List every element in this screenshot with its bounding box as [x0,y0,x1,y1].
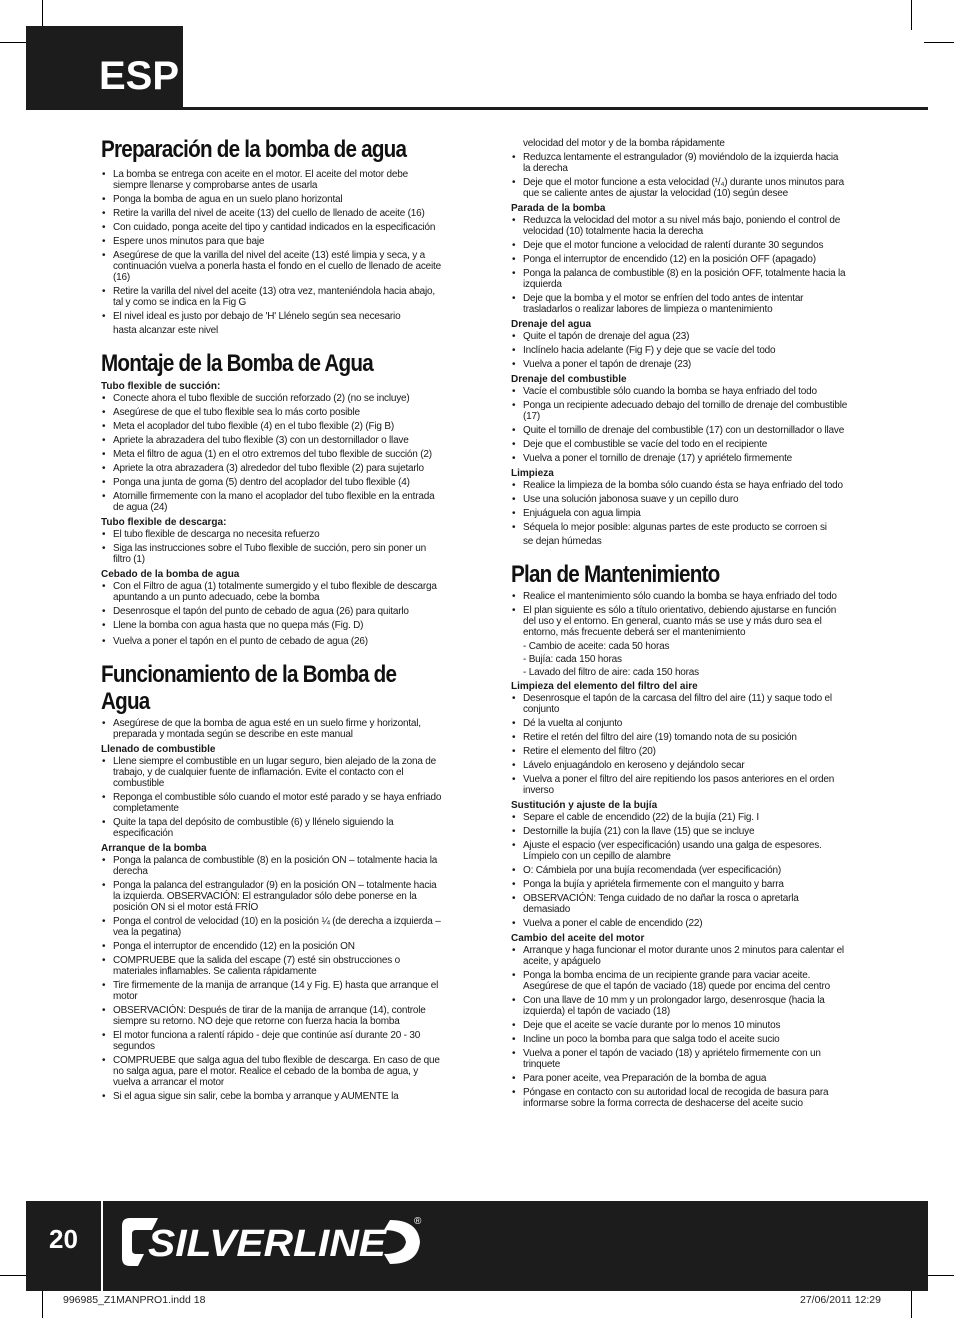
list-item: • Retire la varilla del nivel de aceite (13) del cuello de llenado de aceite (16) [101,208,443,219]
bullet-list [101,718,443,740]
subheading: Drenaje del combustible [511,374,627,385]
silverline-logo [118,1212,428,1272]
bullet-list [511,386,848,464]
list-item: • Desenrosque el tapón del punto de cebado de agua (26) para quitarlo [101,606,443,617]
subheading: Cambio del aceite del motor [511,933,645,944]
section-title: Plan de Mantenimiento [511,561,720,588]
list-item-continued: velocidad del motor y de la bomba rápidamente [523,138,725,149]
list-item: • Deje que el motor funcione a velocidad de ralentí durante 30 segundos [511,240,848,251]
list-item: • Llene siempre el combustible en un lugar seguro, bien alejado de la zona de trabajo, y de cualquier fuente de inflamación. Evite el contacto con el combustible [101,756,443,789]
list-item: • Deje que la bomba y el motor se enfríen del todo antes de intentar trasladarlos o realizar labores de limpieza o mantenimiento [511,293,848,315]
bullet-list [101,581,443,647]
bullet-list [511,591,848,678]
subheading: Arranque de la bomba [101,843,207,854]
crop-mark [42,1288,43,1318]
list-item: • Inclínelo hacia adelante (Fig F) y deje que se vacíe del todo [511,345,848,356]
list-item: • El plan siguiente es sólo a título orientativo, debiendo ajustarse en función del uso y el entorno. En general, cuanto más se use y más duro sea el entorno, más frecuente deberá ser el mantenimiento [511,605,848,638]
list-item: • Siga las instrucciones sobre el Tubo flexible de succión, pero sin poner un filtro (1) [101,543,443,565]
list-item: • Espere unos minutos para que baje [101,236,443,247]
list-item: • Vuelva a poner el tapón de drenaje (23) [511,359,848,370]
schedule-item: - Bujía: cada 150 horas [523,654,622,665]
page-number: 20 [49,1224,78,1254]
list-item: • Arranque y haga funcionar el motor durante unos 2 minutos para calentar el aceite, y apáguelo [511,945,848,967]
list-item: • Realice el mantenimiento sólo cuando la bomba se haya enfriado del todo [511,591,848,602]
list-item: • Para poner aceite, vea Preparación de la bomba de agua [511,1073,848,1084]
list-item: • Ponga la palanca de combustible (8) en la posición ON – totalmente hacia la derecha [101,855,443,877]
list-item: • Reduzca lentamente el estrangulador (9) moviéndolo de la izquierda hacia la derecha [511,152,848,174]
list-item: • Separe el cable de encendido (22) de la bujía (21) Fig. I [511,812,848,823]
list-item: • Asegúrese de que el tubo flexible sea lo más corto posible [101,407,443,418]
list-item: • Asegúrese de que la bomba de agua esté en un suelo firme y horizontal, preparada y montada según se describe en este manual [101,718,443,740]
list-item: • El tubo flexible de descarga no necesita refuerzo [101,529,443,540]
list-item: • Si el agua sigue sin salir, cebe la bomba y arranque y AUMENTE la [101,1091,443,1102]
subheading: Tubo flexible de descarga: [101,517,227,528]
bullet-list [101,393,443,513]
bullet-list [101,855,443,1102]
list-item-continued: hasta alcanzar este nivel [113,325,219,336]
list-item: • Ponga la bujía y apriétela firmemente con el manguito y barra [511,879,848,890]
bullet-list [101,756,443,839]
list-item: • Ponga un recipiente adecuado debajo del tornillo de drenaje del combustible (17) [511,400,848,422]
list-item: • Ponga el interruptor de encendido (12) en la posición ON [101,941,443,952]
right-column [511,138,848,1121]
list-item: • Quite la tapa del depósito de combustible (6) y llénelo siguiendo la especificación [101,817,443,839]
list-item: • Ponga el interruptor de encendido (12) en la posición OFF (apagado) [511,254,848,265]
bullet-list [101,529,443,565]
section-title: Funcionamiento de la Bomba de Agua [101,661,397,715]
date-info: 27/06/2011 12:29 [800,1294,881,1306]
subheading: Tubo flexible de succión: [101,381,221,392]
list-item: • Realice la limpieza de la bomba sólo cuando ésta se haya enfriado del todo [511,480,848,491]
list-item: • Vuelva a poner el tornillo de drenaje (17) y apriételo firmemente [511,453,848,464]
list-item: • O: Cámbiela por una bujía recomendada (ver especificación) [511,865,848,876]
list-item: • Con cuidado, ponga aceite del tipo y cantidad indicados en la especificación [101,222,443,233]
list-item: • Retire el retén del filtro del aire (19) tomando nota de su posición [511,732,848,743]
section-funcionamiento [101,661,443,1102]
crop-mark [924,1275,954,1276]
list-item: • Reponga el combustible sólo cuando el motor esté parado y se haya enfriado completamente [101,792,443,814]
footer-divider [101,1201,103,1291]
list-item: • Quite el tapón de drenaje del agua (23) [511,331,848,342]
section-plan-mantenimiento [511,561,848,1109]
list-item: • OBSERVACIÓN: Tenga cuidado de no dañar la rosca o apretarla demasiado [511,893,848,915]
list-item: • Asegúrese de que la varilla del nivel del aceite (13) esté limpia y seca, y a continuación vuelva a ponerla hasta el fondo en el cuello de llenado de aceite (16) [101,250,443,283]
bullet-list [511,812,848,929]
list-item: • Deje que el aceite se vacíe durante por lo menos 10 minutos [511,1020,848,1031]
bullet-list [511,215,848,315]
schedule-item: - Lavado del filtro de aire: cada 150 horas [523,667,699,678]
list-item: • El nivel ideal es justo por debajo de 'H' Llénelo según sea necesario [101,311,443,322]
list-item: • Ponga la bomba encima de un recipiente grande para vaciar aceite. Asegúrese de que el tapón de vaciado (18) quede por encima del centro [511,970,848,992]
section-preparacion [101,136,443,336]
list-item: • Ponga la bomba de agua en un suelo plano horizontal [101,194,443,205]
subheading: Llenado de combustible [101,744,216,755]
list-item: • Apriete la otra abrazadera (3) alrededor del tubo flexible (2) para sujetarlo [101,463,443,474]
subheading: Sustitución y ajuste de la bujía [511,800,658,811]
list-item: • Ajuste el espacio (ver especificación) usando una galga de espesores. Límpielo con un cepillo de alambre [511,840,848,862]
bullet-list [511,480,848,533]
crop-mark [911,1288,912,1318]
list-item: • Tire firmemente de la manija de arranque (14 y Fig. E) hasta que arranque el motor [101,980,443,1002]
section-title: Montaje de la Bomba de Agua [101,350,373,377]
list-item: • COMPRUEBE que la salida del escape (7) esté sin obstrucciones o materiales inflamables. Se calienta rápidamente [101,955,443,977]
list-item: • COMPRUEBE que salga agua del tubo flexible de descarga. En caso de que no salga agua, pare el motor. Realice el cebado de la bomba de agua, y vuelva a arrancar el motor [101,1055,443,1088]
list-item: • Con una llave de 10 mm y un prolongador largo, desenrosque (hacia la izquierda) el tapón de vaciado (18) [511,995,848,1017]
list-item: • Retire el elemento del filtro (20) [511,746,848,757]
list-item: • Deje que el combustible se vacíe del todo en el recipiente [511,439,848,450]
list-item: • Ponga el control de velocidad (10) en la posición ¼ (de derecha a izquierda – vea la pegatina) [101,916,443,938]
list-item: • Use una solución jabonosa suave y un cepillo duro [511,494,848,505]
list-item: • Retire la varilla del nivel del aceite (13) otra vez, manteniéndola hacia abajo, tal y como se indica en la Fig G [101,286,443,308]
list-item: • Dé la vuelta al conjunto [511,718,848,729]
list-item: • Vacíe el combustible sólo cuando la bomba se haya enfriado del todo [511,386,848,397]
list-item: • Póngase en contacto con su autoridad local de recogida de basura para informarse sobre la forma correcta de deshacerse del aceite sucio [511,1087,848,1109]
header-rule [183,107,928,110]
list-item: • Ponga una junta de goma (5) dentro del acoplador del tubo flexible (4) [101,477,443,488]
list-item: • Atornille firmemente con la mano el acoplador del tubo flexible en la entrada de agua (24) [101,491,443,513]
list-item: • Deje que el motor funcione a esta velocidad (¹/₄) durante unos minutos para que se caliente antes de ajustar la velocidad (10) según desee [511,177,848,199]
bullet-list [511,693,848,796]
bullet-list [511,331,848,370]
file-info: 996985_Z1MANPRO1.indd 18 [63,1294,206,1306]
list-item: • El motor funciona a ralentí rápido - deje que continúe así durante 20 - 30 segundos [101,1030,443,1052]
list-item: • Apriete la abrazadera del tubo flexible (3) con un destornillador o llave [101,435,443,446]
list-item: • Ponga la palanca del estrangulador (9) en la posición ON – totalmente hacia la izquierda. OBSERVACIÓN: El estrangulador sólo debe ponerse en la posición ON si el motor está FRÍO [101,880,443,913]
schedule-item: - Cambio de aceite: cada 50 horas [523,641,670,652]
language-badge: ESP [26,26,183,110]
list-item: • Quite el tornillo de drenaje del combustible (17) con un destornillador o llave [511,425,848,436]
crop-mark [911,0,912,30]
left-column [101,136,443,1114]
list-item: • Incline un poco la bomba para que salga todo el aceite sucio [511,1034,848,1045]
list-item: • OBSERVACIÓN: Después de tirar de la manija de arranque (14), controle siempre su retorno. NO deje que retorne con fuerza hacia la bomba [101,1005,443,1027]
subheading: Drenaje del agua [511,319,592,330]
list-item: • Meta el acoplador del tubo flexible (4) en el tubo flexible (2) (Fig B) [101,421,443,432]
list-item: • Séquela lo mejor posible: algunas partes de este producto se corroen si [511,522,848,533]
list-item: • Conecte ahora el tubo flexible de succión reforzado (2) (no se incluye) [101,393,443,404]
list-item: • Vuelva a poner el tapón en el punto de cebado de agua (26) [101,636,443,647]
list-item: • Lávelo enjuagándolo en keroseno y dejándolo secar [511,760,848,771]
registered-mark: ® [414,1216,422,1227]
section-title: Preparación de la bomba de agua [101,136,407,163]
list-item: • Reduzca la velocidad del motor a su nivel más bajo, poniendo el control de velocidad (10) totalmente hacia la derecha [511,215,848,237]
list-item: • Enjuáguela con agua limpia [511,508,848,519]
subheading: Limpieza [511,468,554,479]
list-item: • Meta el filtro de agua (1) en el otro extremos del tubo flexible de succión (2) [101,449,443,460]
list-item: • Llene la bomba con agua hasta que no quepa más (Fig. D) [101,620,443,631]
list-item: • Destornille la bujía (21) con la llave (15) que se incluye [511,826,848,837]
bullet-list [511,945,848,1109]
list-item: • Vuelva a poner el tapón de vaciado (18) y apriételo firmemente con un trinquete [511,1048,848,1070]
subheading: Limpieza del elemento del filtro del aire [511,681,698,692]
subheading: Parada de la bomba [511,203,606,214]
subheading: Cebado de la bomba de agua [101,569,240,580]
list-item: • Vuelva a poner el filtro del aire repitiendo los pasos anteriores en el orden inverso [511,774,848,796]
brand-wordmark: SILVERLINE [148,1223,388,1265]
list-item-continued: se dejan húmedas [523,536,602,547]
list-item: • Con el Filtro de agua (1) totalmente sumergido y el tubo flexible de descarga apuntando a un punto adecuado, cebe la bomba [101,581,443,603]
section-montaje [101,350,443,647]
crop-mark [924,42,954,43]
list-item: • Ponga la palanca de combustible (8) en la posición OFF, totalmente hacia la izquierda [511,268,848,290]
list-item: • La bomba se entrega con aceite en el motor. El aceite del motor debe siempre llenarse y comprobarse antes de usarla [101,169,443,191]
bullet-list [511,152,848,199]
bullet-list [101,169,443,322]
list-item: • Desenrosque el tapón de la carcasa del filtro del aire (11) y saque todo el conjunto [511,693,848,715]
list-item: • Vuelva a poner el cable de encendido (22) [511,918,848,929]
